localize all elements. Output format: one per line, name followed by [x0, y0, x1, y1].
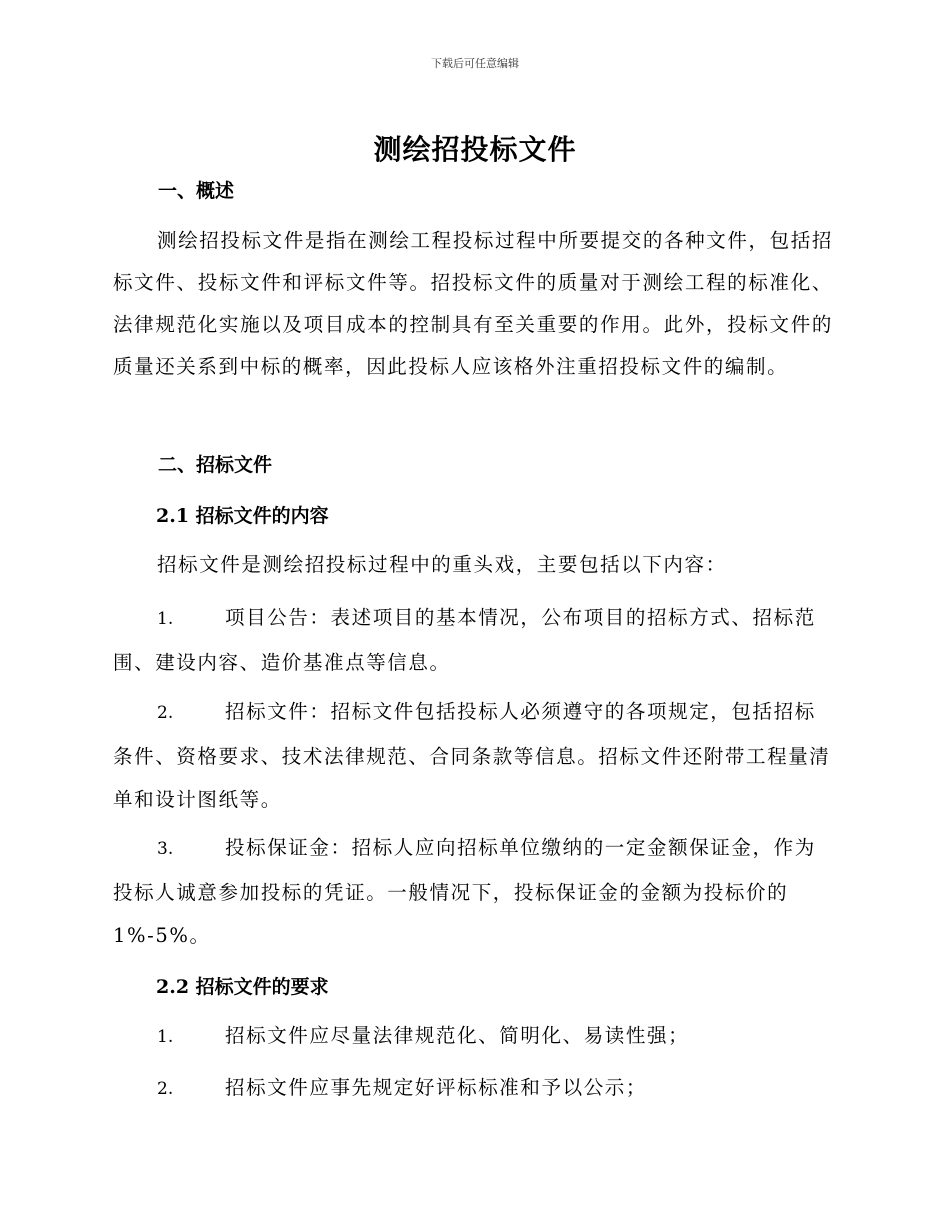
list-item-number: 3. [157, 839, 174, 859]
list-item [113, 690, 833, 821]
subsection-2-1-intro: 招标文件是测绘招投标过程中的重头戏，主要包括以下内容： [157, 553, 727, 576]
page-title: 测绘招投标文件 [373, 133, 577, 166]
list-item-number: 2. [157, 1079, 174, 1099]
list-item-number: 1. [157, 609, 174, 629]
list-item-text: 投标保证金：招标人应向招标单位缴纳的一定金额保证金，作为投标人诚意参加投标的凭证。一般情况下，投标保证金的金额为投标价的1%-5%。 [113, 836, 816, 947]
subsection-heading-2-2: 2.2 招标文件的要求 [156, 976, 329, 998]
list-item [113, 1014, 833, 1059]
section-heading-tender-documents: 二、招标文件 [158, 454, 273, 476]
list-item-text: 招标文件应事先规定好评标标准和予以公示； [225, 1076, 648, 1099]
list-item-number: 1. [157, 1027, 174, 1047]
list-item [113, 826, 833, 957]
list-item-text: 招标文件：招标文件包括投标人必须遵守的各项规定，包括招标条件、资格要求、技术法律规范、合同条款等信息。招标文件还附带工程量清单和设计图纸等。 [113, 700, 831, 811]
overview-paragraph: 测绘招投标文件是指在测绘工程投标过程中所要提交的各种文件，包括招标文件、投标文件和评标文件等。招投标文件的质量对于测绘工程的标准化、法律规范化实施以及项目成本的控制具有至关重要的作用。此外，投标文件的质量还关系到中标的概率，因此投标人应该格外注重招投标文件的编制。 [113, 229, 833, 378]
list-item [113, 1066, 833, 1111]
list-item-number: 2. [157, 703, 174, 723]
header-note: 下载后可任意编辑 [431, 57, 519, 70]
list-item [113, 596, 833, 684]
subsection-heading-2-1: 2.1 招标文件的内容 [156, 505, 329, 527]
list-item-text: 项目公告：表述项目的基本情况，公布项目的招标方式、招标范围、建设内容、造价基准点等信息。 [113, 606, 816, 674]
section-heading-overview: 一、概述 [158, 180, 235, 202]
list-item-text: 招标文件应尽量法律规范化、简明化、易读性强； [225, 1024, 690, 1047]
